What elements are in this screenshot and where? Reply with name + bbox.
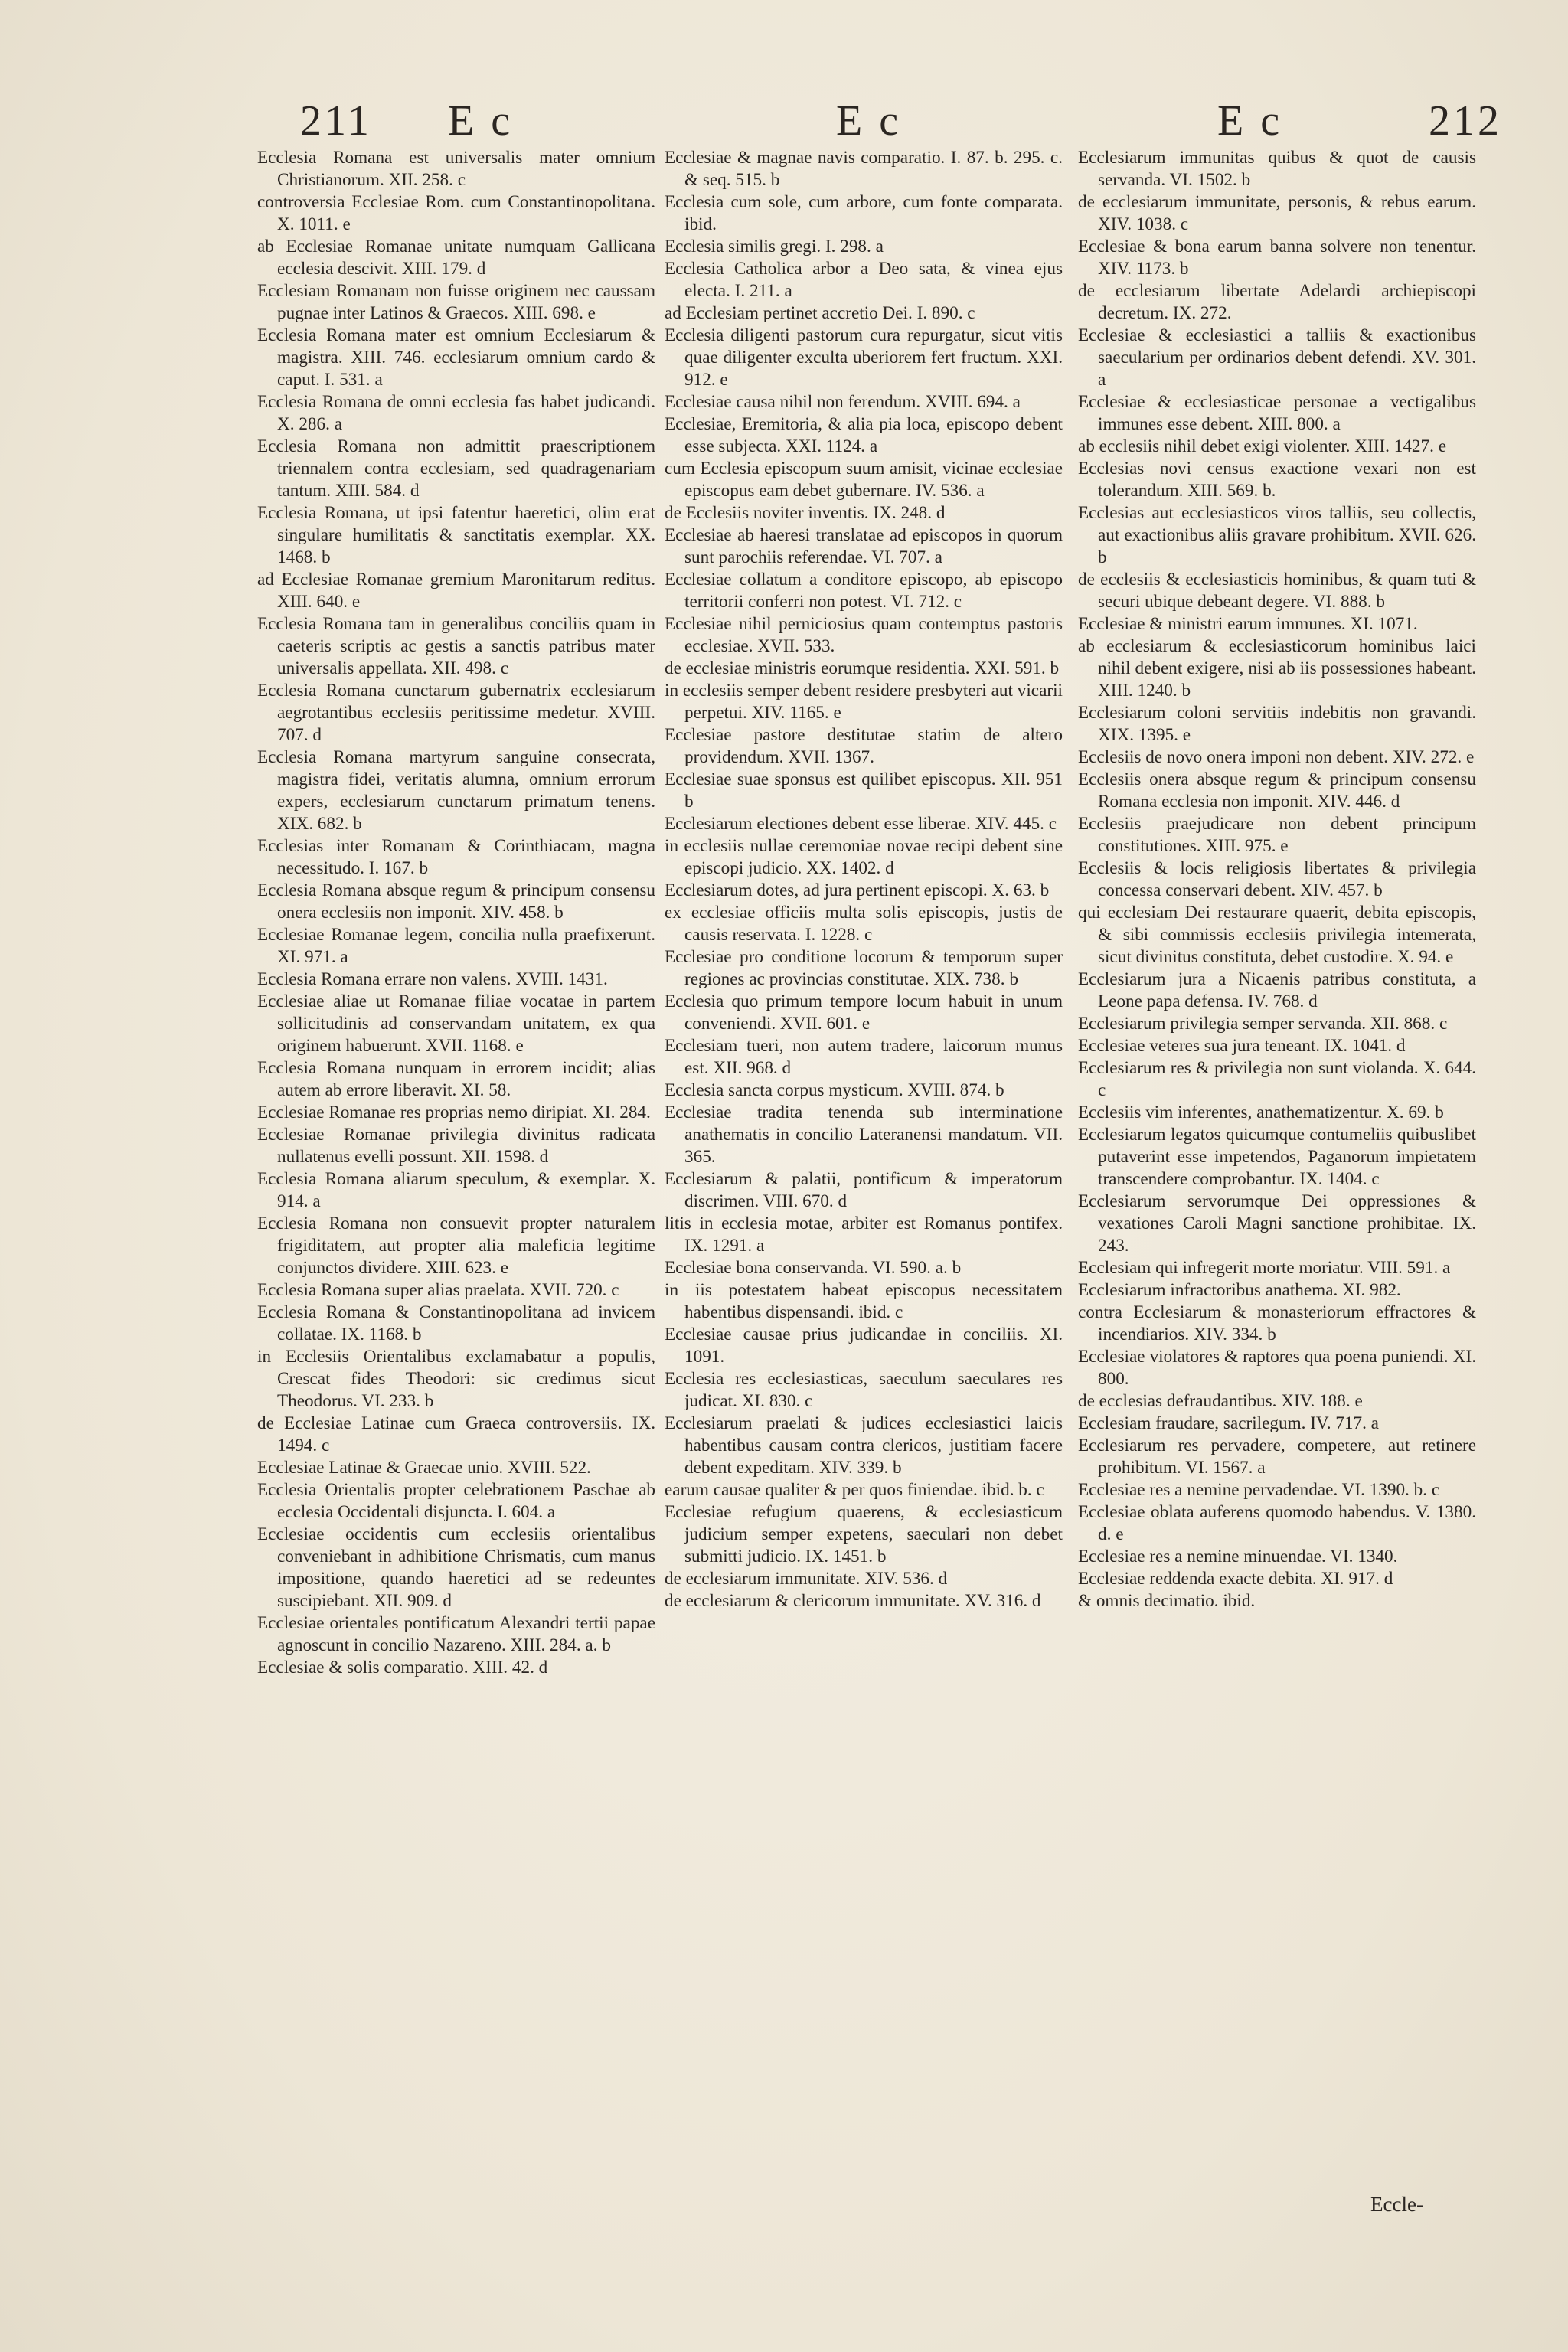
index-column-right (1078, 147, 1476, 1612)
index-entry: contra Ecclesiarum & monasteriorum effractores & incendiarios. XIV. 334. b (1078, 1302, 1476, 1344)
index-column-middle (665, 147, 1063, 1612)
running-header (0, 90, 1568, 152)
index-entry: Ecclesia diligenti pastorum cura repurgatur, sicut vitis quae diligenter exculta uberiorem fert fructum. XXI. 912. e (665, 325, 1063, 390)
index-entry: Ecclesia Catholica arbor a Deo sata, & vinea ejus electa. I. 211. a (665, 259, 1063, 301)
index-entry: Ecclesiae occidentis cum ecclesiis orientalibus conveniebant in adhibitione Chrismatis, cum manus impositione, quando haeretici ad se redeuntes suscipiebant. XII. 909. d (257, 1524, 655, 1611)
index-entry: qui ecclesiam Dei restaurare quaerit, debita episcopis, & sibi commissis ecclesiis privilegia intemerata, sicut divinitus constituta, debet custodire. X. 94. e (1078, 903, 1476, 967)
index-entry: Ecclesiae causa nihil non ferendum. XVIII. 694. a (665, 392, 1021, 412)
index-entry: Ecclesiam fraudare, sacrilegum. IV. 717. a (1078, 1413, 1379, 1433)
index-entry: Ecclesiae oblata auferens quomodo habendus. V. 1380. d. e (1078, 1502, 1476, 1544)
index-entry: Ecclesiae reddenda exacte debita. XI. 917. d (1078, 1569, 1393, 1589)
index-entry: Ecclesiarum res pervadere, competere, aut retinere prohibitum. VI. 1567. a (1078, 1436, 1476, 1478)
index-entry: Ecclesiae Romanae res proprias nemo diripiat. XI. 284. (257, 1102, 651, 1122)
index-entry: de ecclesiarum immunitate, personis, & rebus earum. XIV. 1038. c (1078, 192, 1476, 234)
index-entry: Ecclesiae & ministri earum immunes. XI. 1071. (1078, 614, 1418, 634)
catchword: Eccle- (1370, 2193, 1423, 2216)
index-entry: Ecclesia Romana aliarum speculum, & exemplar. X. 914. a (257, 1169, 655, 1211)
index-entry: ab ecclesiarum & ecclesiasticorum hominibus laici nihil debent exigere, nisi ab iis possessiones habeant. XIII. 1240. b (1078, 636, 1476, 701)
index-entry: Ecclesiae Romanae legem, concilia nulla praefixerunt. XI. 971. a (257, 925, 655, 967)
index-entry: litis in ecclesia motae, arbiter est Romanus pontifex. IX. 1291. a (665, 1214, 1063, 1256)
index-entry: Ecclesiae res a nemine pervadendae. VI. 1390. b. c (1078, 1480, 1440, 1500)
index-entry: Ecclesiarum dotes, ad jura pertinent episcopi. X. 63. b (665, 880, 1050, 900)
index-entry: in ecclesiis nullae ceremoniae novae recipi debent sine episcopi judicio. XX. 1402. d (665, 836, 1063, 878)
index-entry: Ecclesiarum electiones debent esse liberae. XIV. 445. c (665, 814, 1057, 834)
index-entry: & omnis decimatio. ibid. (1078, 1591, 1256, 1611)
index-entry: earum causae qualiter & per quos finiendae. ibid. b. c (665, 1480, 1044, 1500)
index-entry: de Ecclesiae Latinae cum Graeca controversiis. IX. 1494. c (257, 1413, 655, 1455)
index-entry: Ecclesiae & bona earum banna solvere non tenentur. XIV. 1173. b (1078, 237, 1476, 279)
index-entry: ad Ecclesiae Romanae gremium Maronitarum reditus. XIII. 640. e (257, 570, 655, 612)
index-entry: Ecclesia res ecclesiasticas, saeculum saeculares res judicat. XI. 830. c (665, 1369, 1063, 1411)
index-entry: Ecclesia Romana & Constantinopolitana ad invicem collatae. IX. 1168. b (257, 1302, 655, 1344)
index-entry: Ecclesia Romana non admittit praescriptionem triennalem contra ecclesiam, sed quadragenariam tantum. XIII. 584. d (257, 436, 655, 501)
index-entry: Ecclesiis praejudicare non debent principum constitutiones. XIII. 975. e (1078, 814, 1476, 856)
index-entry: Ecclesia Romana de omni ecclesia fas habet judicandi. X. 286. a (257, 392, 655, 434)
index-entry: Ecclesiis & locis religiosis libertates & privilegia concessa conservari debent. XIV. 457. b (1078, 858, 1476, 900)
index-entry: Ecclesiarum servorumque Dei oppressiones & vexationes Caroli Magni sanctione prohibitae. IX. 243. (1078, 1191, 1476, 1256)
index-entry: in iis potestatem habeat episcopus necessitatem habentibus dispensandi. ibid. c (665, 1280, 1063, 1322)
index-entry: Ecclesiae Latinae & Graecae unio. XVIII. 522. (257, 1458, 591, 1478)
index-entry: ab Ecclesiae Romanae unitate numquam Gallicana ecclesia descivit. XIII. 179. d (257, 237, 655, 279)
index-entry: Ecclesias inter Romanam & Corinthiacam, magna necessitudo. I. 167. b (257, 836, 655, 878)
index-entry: de ecclesiarum libertate Adelardi archiepiscopi decretum. IX. 272. (1078, 281, 1476, 323)
index-entry: Ecclesia Romana non consuevit propter naturalem frigiditatem, aut propter alia maleficia legitime conjunctos dividere. XIII. 623. e (257, 1214, 655, 1278)
index-entry: ad Ecclesiam pertinet accretio Dei. I. 890. c (665, 303, 975, 323)
index-entry: Ecclesia Romana, ut ipsi fatentur haeretici, olim erat singulare humilitatis & sanctitatis exemplar. XX. 1468. b (257, 503, 655, 567)
index-entry: controversia Ecclesiae Rom. cum Constantinopolitana. X. 1011. e (257, 192, 655, 234)
index-entry: Ecclesiae pro conditione locorum & temporum super regiones ac provincias constitutae. XIX. 738. b (665, 947, 1063, 989)
index-entry: Ecclesia Romana est universalis mater omnium Christianorum. XII. 258. c (257, 148, 655, 190)
index-entry: de ecclesiarum immunitate. XIV. 536. d (665, 1569, 948, 1589)
index-entry: ex ecclesiae officiis multa solis episcopis, justis de causis reservata. I. 1228. c (665, 903, 1063, 945)
index-entry: de Ecclesiis noviter inventis. IX. 248. d (665, 503, 946, 523)
index-entry: Ecclesiae, Eremitoria, & alia pia loca, episcopo debent esse subjecta. XXI. 1124. a (665, 414, 1063, 456)
center-column-heading: E c (836, 97, 902, 145)
index-entry: Ecclesiam Romanam non fuisse originem nec caussam pugnae inter Latinos & Graecos. XIII. 698. e (257, 281, 655, 323)
index-entry: Ecclesiae & solis comparatio. XIII. 42. d (257, 1658, 548, 1677)
index-entry: Ecclesia Orientalis propter celebrationem Paschae ab ecclesia Occidentali disjuncta. I. 604. a (257, 1480, 655, 1522)
right-column-heading: E c (1217, 97, 1283, 145)
index-entry: cum Ecclesia episcopum suum amisit, vicinae ecclesiae episcopus eam debet gubernare. IV. 536. a (665, 459, 1063, 501)
index-entry: Ecclesiarum praelati & judices ecclesiastici laicis habentibus causam contra clericos, justitiam facere debent expeditam. XIV. 339. b (665, 1413, 1063, 1478)
index-entry: Ecclesiae orientales pontificatum Alexandri tertii papae agnoscunt in concilio Nazareno. XIII. 284. a. b (257, 1613, 655, 1655)
index-entry: Ecclesiae veteres sua jura teneant. IX. 1041. d (1078, 1036, 1406, 1056)
index-entry: Ecclesia Romana super alias praelata. XVII. 720. c (257, 1280, 619, 1300)
index-entry: de ecclesiae ministris eorumque residentia. XXI. 591. b (665, 658, 1060, 678)
index-entry: Ecclesia Romana tam in generalibus conciliis quam in caeteris scriptis ac gestis a sanctis patribus mater universalis appellata. XII. 498. c (257, 614, 655, 678)
left-column-heading: E c (448, 97, 514, 145)
index-entry: Ecclesiae bona conservanda. VI. 590. a. b (665, 1258, 962, 1278)
index-entry: Ecclesiae refugium quaerens, & ecclesiasticum judicium semper expetens, saeculari non debet submitti judicio. IX. 1451. b (665, 1502, 1063, 1566)
index-entry: de ecclesias defraudantibus. XIV. 188. e (1078, 1391, 1363, 1411)
index-entry: Ecclesiae res a nemine minuendae. VI. 1340. (1078, 1547, 1398, 1566)
index-entry: Ecclesiarum infractoribus anathema. XI. 982. (1078, 1280, 1401, 1300)
index-entry: Ecclesiis onera absque regum & principum consensu Romana ecclesia non imponit. XIV. 446. d (1078, 769, 1476, 812)
index-entry: Ecclesia sancta corpus mysticum. XVIII. 874. b (665, 1080, 1004, 1100)
index-entry: Ecclesias aut ecclesiasticos viros talliis, seu collectis, aut exactionibus aliis gravare prohibitum. XVII. 626. b (1078, 503, 1476, 567)
index-entry: Ecclesiarum res & privilegia non sunt violanda. X. 644. c (1078, 1058, 1476, 1100)
index-entry: Ecclesiae ab haeresi translatae ad episcopos in quorum sunt parochiis referendae. VI. 707. a (665, 525, 1063, 567)
index-entry: Ecclesia quo primum tempore locum habuit in unum conveniendi. XVII. 601. e (665, 991, 1063, 1034)
left-page-number: 211 (300, 97, 372, 145)
index-entry: Ecclesiarum immunitas quibus & quot de causis servanda. VI. 1502. b (1078, 148, 1476, 190)
index-column-left (257, 147, 655, 1679)
index-entry: Ecclesia Romana absque regum & principum consensu onera ecclesiis non imponit. XIV. 458. b (257, 880, 655, 923)
index-entry: Ecclesiae collatum a conditore episcopo, ab episcopo territorii conferri non potest. VI. 712. c (665, 570, 1063, 612)
index-entry: Ecclesiae Romanae privilegia divinitus radicata nullatenus evelli possunt. XII. 1598. d (257, 1125, 655, 1167)
index-entry: Ecclesia Romana martyrum sanguine consecrata, magistra fidei, veritatis alumna, omnium errorum expers, ecclesiarum cunctarum primatum tenens. XIX. 682. b (257, 747, 655, 834)
index-entry: Ecclesiis vim inferentes, anathematizentur. X. 69. b (1078, 1102, 1444, 1122)
index-entry: Ecclesiae & magnae navis comparatio. I. 87. b. 295. c. & seq. 515. b (665, 148, 1063, 190)
index-entry: Ecclesia Romana nunquam in errorem incidit; alias autem ab errore liberavit. XI. 58. (257, 1058, 655, 1100)
index-entry: Ecclesia Romana mater est omnium Ecclesiarum & magistra. XIII. 746. ecclesiarum omnium cardo & caput. I. 531. a (257, 325, 655, 390)
index-entry: Ecclesiarum jura a Nicaenis patribus constituta, a Leone papa defensa. IV. 768. d (1078, 969, 1476, 1011)
right-page-number: 212 (1429, 97, 1502, 145)
index-entry: Ecclesiae causae prius judicandae in conciliis. XI. 1091. (665, 1325, 1063, 1367)
index-entry: Ecclesiae & ecclesiasticae personae a vectigalibus immunes esse debent. XIII. 800. a (1078, 392, 1476, 434)
index-entry: Ecclesiae & ecclesiastici a talliis & exactionibus saecularium per ordinarios debent defendi. XV. 301. a (1078, 325, 1476, 390)
index-entry: ab ecclesiis nihil debet exigi violenter. XIII. 1427. e (1078, 436, 1446, 456)
index-entry: Ecclesiae tradita tenenda sub interminatione anathematis in concilio Lateranensi mandatum. VII. 365. (665, 1102, 1063, 1167)
index-entry: Ecclesiae aliae ut Romanae filiae vocatae in partem sollicitudinis ad conservandam unitatem, ex qua originem habuerunt. XVII. 1168. e (257, 991, 655, 1056)
index-entry: Ecclesia cum sole, cum arbore, cum fonte comparata. ibid. (665, 192, 1063, 234)
index-entry: Ecclesia similis gregi. I. 298. a (665, 237, 884, 256)
index-entry: Ecclesiis de novo onera imponi non debent. XIV. 272. e (1078, 747, 1475, 767)
index-entry: de ecclesiarum & clericorum immunitate. XV. 316. d (665, 1591, 1041, 1611)
index-entry: Ecclesiae nihil perniciosius quam contemptus pastoris ecclesiae. XVII. 533. (665, 614, 1063, 656)
index-entry: Ecclesias novi census exactione vexari non est tolerandum. XIII. 569. b. (1078, 459, 1476, 501)
index-entry: Ecclesiarum & palatii, pontificum & imperatorum discrimen. VIII. 670. d (665, 1169, 1063, 1211)
index-entry: Ecclesiarum legatos quicumque contumeliis quibuslibet putaverint esse impetendos, Paganorum impietatem transcendere comprobantur. IX. 1404. c (1078, 1125, 1476, 1189)
index-entry: Ecclesiae suae sponsus est quilibet episcopus. XII. 951 b (665, 769, 1063, 812)
index-entry: Ecclesiam tueri, non autem tradere, laicorum munus est. XII. 968. d (665, 1036, 1063, 1078)
index-entry: Ecclesiae violatores & raptores qua poena puniendi. XI. 800. (1078, 1347, 1476, 1389)
index-entry: Ecclesiae pastore destitutae statim de altero providendum. XVII. 1367. (665, 725, 1063, 767)
index-entry: Ecclesia Romana errare non valens. XVIII. 1431. (257, 969, 608, 989)
index-entry: in Ecclesiis Orientalibus exclamabatur a populis, Crescat fides Theodori: sic credimus sicut Theodorus. VI. 233. b (257, 1347, 655, 1411)
index-entry: de ecclesiis & ecclesiasticis hominibus, & quam tuti & securi ubique debeant degere. VI. 888. b (1078, 570, 1476, 612)
index-entry: in ecclesiis semper debent residere presbyteri aut vicarii perpetui. XIV. 1165. e (665, 681, 1063, 723)
index-entry: Ecclesia Romana cunctarum gubernatrix ecclesiarum aegrotantibus ecclesiis peritissime medetur. XVIII. 707. d (257, 681, 655, 745)
index-entry: Ecclesiarum coloni servitiis indebitis non gravandi. XIX. 1395. e (1078, 703, 1476, 745)
index-entry: Ecclesiarum privilegia semper servanda. XII. 868. c (1078, 1014, 1448, 1034)
index-entry: Ecclesiam qui infregerit morte moriatur. VIII. 591. a (1078, 1258, 1451, 1278)
